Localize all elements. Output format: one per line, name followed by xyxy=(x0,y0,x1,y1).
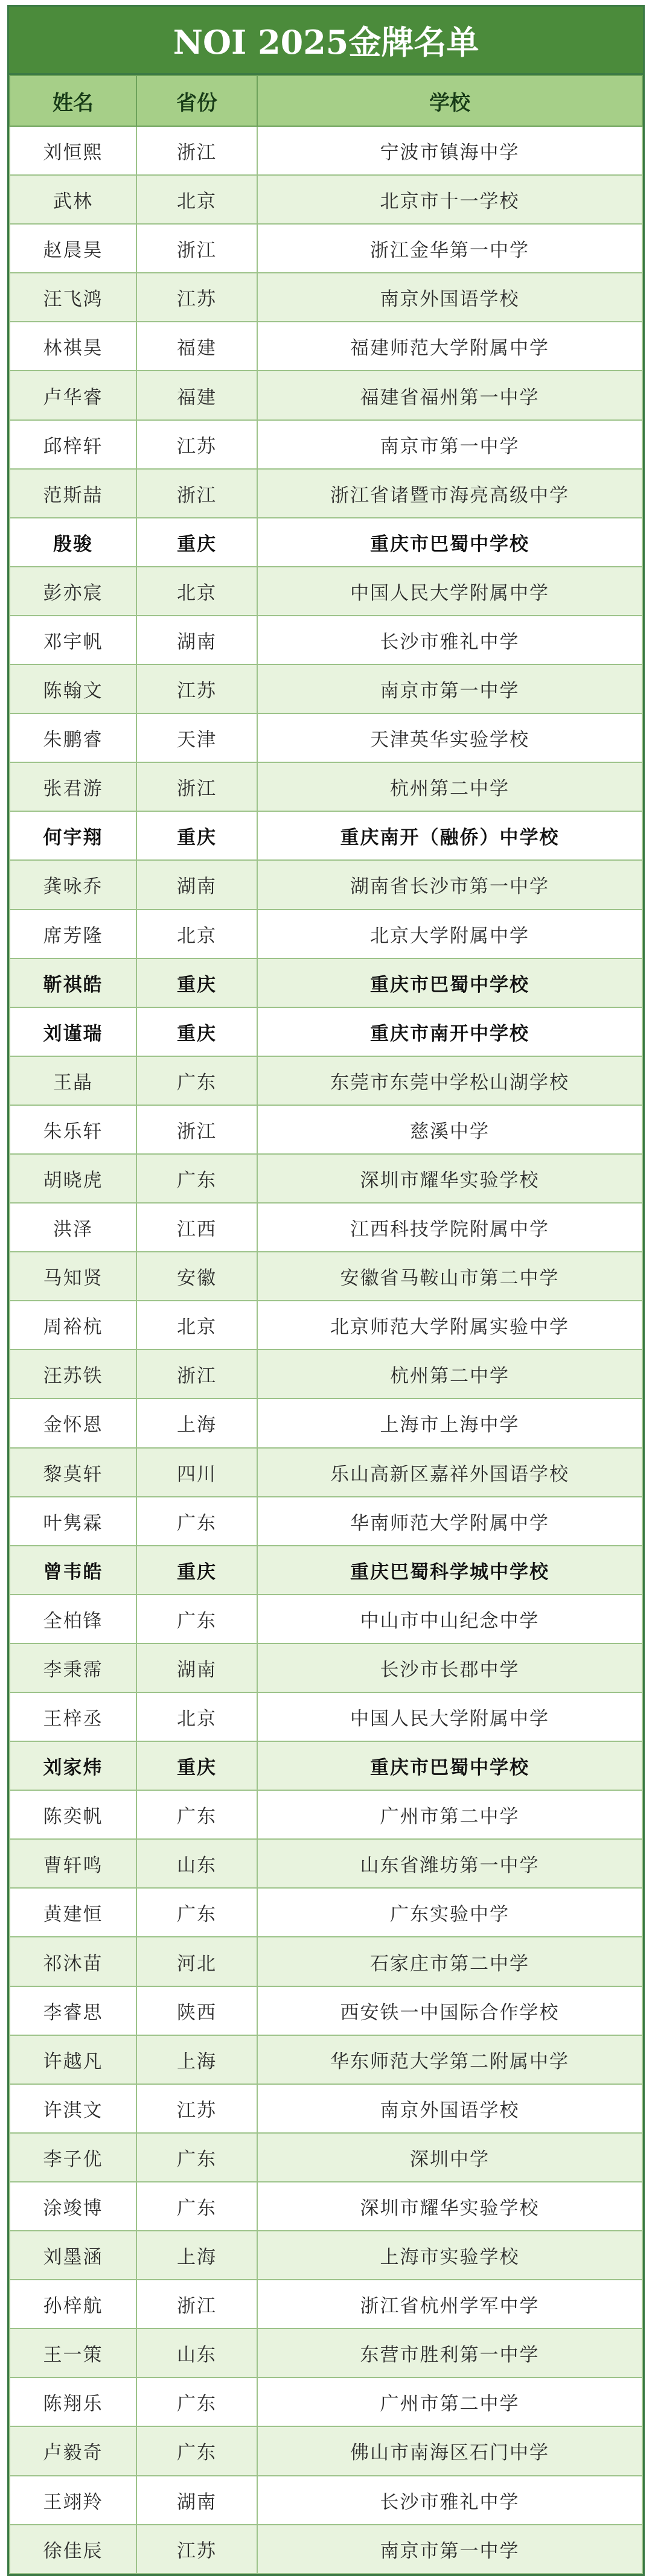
province-cell: 浙江 xyxy=(136,1105,257,1154)
table-row xyxy=(10,910,642,958)
province-cell: 广东 xyxy=(136,1595,257,1643)
table-row xyxy=(10,1643,642,1692)
school-cell: 长沙市雅礼中学 xyxy=(257,2476,642,2525)
school-cell: 南京市第一中学 xyxy=(257,2525,642,2574)
student-name-cell: 王晶 xyxy=(10,1056,136,1105)
student-name-cell: 祁沐苗 xyxy=(10,1937,136,1986)
school-cell: 石家庄市第二中学 xyxy=(257,1937,642,1986)
table-row xyxy=(10,2133,642,2182)
school-cell: 宁波市镇海中学 xyxy=(257,126,642,175)
school-cell: 长沙市雅礼中学 xyxy=(257,616,642,665)
school-cell: 北京大学附属中学 xyxy=(257,910,642,958)
table-header-row xyxy=(10,75,642,126)
student-name-cell: 曾韦皓 xyxy=(10,1546,136,1595)
province-cell: 湖南 xyxy=(136,2476,257,2525)
school-cell: 福建师范大学附属中学 xyxy=(257,322,642,371)
table-row xyxy=(10,1056,642,1105)
student-name-cell: 邓宇帆 xyxy=(10,616,136,665)
student-name-cell: 赵晨昊 xyxy=(10,224,136,273)
province-cell: 重庆 xyxy=(136,958,257,1007)
province-cell: 河北 xyxy=(136,1937,257,1986)
province-cell: 江苏 xyxy=(136,2084,257,2133)
table-row xyxy=(10,273,642,322)
table-row xyxy=(10,958,642,1007)
school-cell: 南京市第一中学 xyxy=(257,420,642,469)
province-cell: 重庆 xyxy=(136,518,257,567)
table-row xyxy=(10,126,642,175)
student-name-cell: 陈翔乐 xyxy=(10,2377,136,2426)
table-row xyxy=(10,371,642,419)
province-cell: 北京 xyxy=(136,910,257,958)
school-cell: 重庆市南开中学校 xyxy=(257,1007,642,1056)
table-row xyxy=(10,713,642,762)
province-cell: 江苏 xyxy=(136,420,257,469)
table-row xyxy=(10,1448,642,1497)
student-name-cell: 刘恒熙 xyxy=(10,126,136,175)
province-cell: 陕西 xyxy=(136,1986,257,2035)
province-cell: 上海 xyxy=(136,2035,257,2084)
table-row xyxy=(10,322,642,371)
province-cell: 天津 xyxy=(136,713,257,762)
school-cell: 重庆巴蜀科学城中学校 xyxy=(257,1546,642,1595)
school-cell: 东营市胜利第一中学 xyxy=(257,2329,642,2377)
table-row xyxy=(10,1595,642,1643)
province-cell: 湖南 xyxy=(136,616,257,665)
student-name-cell: 孙梓航 xyxy=(10,2280,136,2329)
table-row xyxy=(10,2476,642,2525)
table-row xyxy=(10,1398,642,1447)
province-cell: 江苏 xyxy=(136,2525,257,2574)
school-cell: 上海市实验学校 xyxy=(257,2231,642,2280)
school-cell: 中国人民大学附属中学 xyxy=(257,567,642,616)
student-name-cell: 李秉霈 xyxy=(10,1643,136,1692)
province-cell: 重庆 xyxy=(136,1741,257,1790)
province-cell: 北京 xyxy=(136,1301,257,1350)
school-cell: 长沙市长郡中学 xyxy=(257,1643,642,1692)
table-row xyxy=(10,224,642,273)
table-row xyxy=(10,665,642,713)
table-row xyxy=(10,2280,642,2329)
student-name-cell: 陈奕帆 xyxy=(10,1790,136,1839)
province-cell: 湖南 xyxy=(136,860,257,909)
student-name-cell: 汪飞鸿 xyxy=(10,273,136,322)
student-name-cell: 何宇翔 xyxy=(10,811,136,860)
student-name-cell: 李子优 xyxy=(10,2133,136,2182)
table-row xyxy=(10,1986,642,2035)
province-cell: 江西 xyxy=(136,1203,257,1252)
student-name-cell: 卢华睿 xyxy=(10,371,136,419)
province-cell: 广东 xyxy=(136,2133,257,2182)
student-name-cell: 张君游 xyxy=(10,762,136,811)
school-cell: 重庆市巴蜀中学校 xyxy=(257,518,642,567)
province-cell: 北京 xyxy=(136,1692,257,1741)
gold-medal-table xyxy=(9,75,643,2574)
school-cell: 中山市中山纪念中学 xyxy=(257,1595,642,1643)
student-name-cell: 彭亦宸 xyxy=(10,567,136,616)
school-cell: 杭州第二中学 xyxy=(257,1350,642,1398)
province-cell: 广东 xyxy=(136,2182,257,2231)
school-cell: 重庆南开（融侨）中学校 xyxy=(257,811,642,860)
school-cell: 深圳市耀华实验学校 xyxy=(257,1154,642,1203)
table-row xyxy=(10,762,642,811)
school-cell: 南京外国语学校 xyxy=(257,2084,642,2133)
province-cell: 浙江 xyxy=(136,224,257,273)
table-row xyxy=(10,1937,642,1986)
province-cell: 福建 xyxy=(136,322,257,371)
table-row xyxy=(10,811,642,860)
province-cell: 浙江 xyxy=(136,2280,257,2329)
student-name-cell: 刘家炜 xyxy=(10,1741,136,1790)
table-row xyxy=(10,1007,642,1056)
student-name-cell: 许越凡 xyxy=(10,2035,136,2084)
student-name-cell: 陈翰文 xyxy=(10,665,136,713)
school-cell: 深圳市耀华实验学校 xyxy=(257,2182,642,2231)
province-cell: 上海 xyxy=(136,1398,257,1447)
school-cell: 浙江省诸暨市海亮高级中学 xyxy=(257,469,642,518)
student-name-cell: 涂竣博 xyxy=(10,2182,136,2231)
school-cell: 浙江省杭州学军中学 xyxy=(257,2280,642,2329)
student-name-cell: 胡晓虎 xyxy=(10,1154,136,1203)
school-cell: 浙江金华第一中学 xyxy=(257,224,642,273)
school-cell: 慈溪中学 xyxy=(257,1105,642,1154)
student-name-cell: 朱乐轩 xyxy=(10,1105,136,1154)
school-cell: 华南师范大学附属中学 xyxy=(257,1497,642,1546)
province-cell: 江苏 xyxy=(136,273,257,322)
student-name-cell: 马知贤 xyxy=(10,1252,136,1301)
school-cell: 北京师范大学附属实验中学 xyxy=(257,1301,642,1350)
province-cell: 浙江 xyxy=(136,126,257,175)
school-cell: 乐山高新区嘉祥外国语学校 xyxy=(257,1448,642,1497)
school-cell: 安徽省马鞍山市第二中学 xyxy=(257,1252,642,1301)
province-cell: 广东 xyxy=(136,2426,257,2475)
table-row xyxy=(10,2182,642,2231)
gold-list-sheet xyxy=(7,5,645,2576)
table-row xyxy=(10,420,642,469)
province-cell: 山东 xyxy=(136,2329,257,2377)
school-cell: 广东实验中学 xyxy=(257,1888,642,1937)
student-name-cell: 周裕杭 xyxy=(10,1301,136,1350)
student-name-cell: 王一策 xyxy=(10,2329,136,2377)
student-name-cell: 范斯喆 xyxy=(10,469,136,518)
table-row xyxy=(10,1888,642,1937)
province-cell: 广东 xyxy=(136,1497,257,1546)
student-name-cell: 洪泽 xyxy=(10,1203,136,1252)
province-cell: 北京 xyxy=(136,175,257,224)
table-row xyxy=(10,1790,642,1839)
school-cell: 北京市十一学校 xyxy=(257,175,642,224)
student-name-cell: 徐佳辰 xyxy=(10,2525,136,2574)
student-name-cell: 汪苏铁 xyxy=(10,1350,136,1398)
province-cell: 四川 xyxy=(136,1448,257,1497)
province-cell: 广东 xyxy=(136,1888,257,1937)
table-row xyxy=(10,1203,642,1252)
province-cell: 重庆 xyxy=(136,1007,257,1056)
school-cell: 佛山市南海区石门中学 xyxy=(257,2426,642,2475)
school-cell: 江西科技学院附属中学 xyxy=(257,1203,642,1252)
student-name-cell: 金怀恩 xyxy=(10,1398,136,1447)
table-row xyxy=(10,518,642,567)
school-cell: 南京市第一中学 xyxy=(257,665,642,713)
table-row xyxy=(10,2084,642,2133)
student-name-cell: 黄建恒 xyxy=(10,1888,136,1937)
header-school: 学校 xyxy=(257,75,642,126)
table-row xyxy=(10,1546,642,1595)
school-cell: 广州市第二中学 xyxy=(257,2377,642,2426)
student-name-cell: 王梓丞 xyxy=(10,1692,136,1741)
school-cell: 山东省潍坊第一中学 xyxy=(257,1839,642,1888)
student-name-cell: 李睿思 xyxy=(10,1986,136,2035)
province-cell: 江苏 xyxy=(136,665,257,713)
student-name-cell: 林祺昊 xyxy=(10,322,136,371)
header-province: 省份 xyxy=(136,75,257,126)
table-row xyxy=(10,1692,642,1741)
school-cell: 福建省福州第一中学 xyxy=(257,371,642,419)
table-row xyxy=(10,616,642,665)
table-row xyxy=(10,1105,642,1154)
student-name-cell: 朱鹏睿 xyxy=(10,713,136,762)
school-cell: 华东师范大学第二附属中学 xyxy=(257,2035,642,2084)
table-row xyxy=(10,469,642,518)
table-row xyxy=(10,1350,642,1398)
table-row xyxy=(10,175,642,224)
table-row xyxy=(10,1741,642,1790)
student-name-cell: 黎莫轩 xyxy=(10,1448,136,1497)
student-name-cell: 邱梓轩 xyxy=(10,420,136,469)
student-name-cell: 刘谨瑞 xyxy=(10,1007,136,1056)
province-cell: 福建 xyxy=(136,371,257,419)
student-name-cell: 全柏锋 xyxy=(10,1595,136,1643)
table-row xyxy=(10,1252,642,1301)
province-cell: 重庆 xyxy=(136,1546,257,1595)
student-name-cell: 靳祺皓 xyxy=(10,958,136,1007)
province-cell: 重庆 xyxy=(136,811,257,860)
student-name-cell: 王翊羚 xyxy=(10,2476,136,2525)
school-cell: 湖南省长沙市第一中学 xyxy=(257,860,642,909)
school-cell: 广州市第二中学 xyxy=(257,1790,642,1839)
province-cell: 湖南 xyxy=(136,1643,257,1692)
table-row xyxy=(10,2426,642,2475)
school-cell: 东莞市东莞中学松山湖学校 xyxy=(257,1056,642,1105)
school-cell: 重庆市巴蜀中学校 xyxy=(257,1741,642,1790)
student-name-cell: 许淇文 xyxy=(10,2084,136,2133)
province-cell: 广东 xyxy=(136,1154,257,1203)
school-cell: 天津英华实验学校 xyxy=(257,713,642,762)
province-cell: 山东 xyxy=(136,1839,257,1888)
province-cell: 安徽 xyxy=(136,1252,257,1301)
student-name-cell: 曹轩鸣 xyxy=(10,1839,136,1888)
school-cell: 南京外国语学校 xyxy=(257,273,642,322)
province-cell: 北京 xyxy=(136,567,257,616)
table-row xyxy=(10,1839,642,1888)
student-name-cell: 席芳隆 xyxy=(10,910,136,958)
province-cell: 上海 xyxy=(136,2231,257,2280)
student-name-cell: 叶隽霖 xyxy=(10,1497,136,1546)
student-name-cell: 刘墨涵 xyxy=(10,2231,136,2280)
table-row xyxy=(10,2231,642,2280)
table-row xyxy=(10,2329,642,2377)
school-cell: 上海市上海中学 xyxy=(257,1398,642,1447)
table-body xyxy=(10,126,642,2574)
table-row xyxy=(10,1301,642,1350)
school-cell: 深圳中学 xyxy=(257,2133,642,2182)
page-title: NOI 2025金牌名单 xyxy=(9,7,643,75)
province-cell: 广东 xyxy=(136,1790,257,1839)
student-name-cell: 龚咏乔 xyxy=(10,860,136,909)
province-cell: 广东 xyxy=(136,2377,257,2426)
school-cell: 中国人民大学附属中学 xyxy=(257,1692,642,1741)
header-name: 姓名 xyxy=(10,75,136,126)
table-row xyxy=(10,1154,642,1203)
student-name-cell: 殷骏 xyxy=(10,518,136,567)
table-row xyxy=(10,2035,642,2084)
table-row xyxy=(10,567,642,616)
table-row xyxy=(10,860,642,909)
school-cell: 重庆市巴蜀中学校 xyxy=(257,958,642,1007)
table-row xyxy=(10,2525,642,2574)
student-name-cell: 武林 xyxy=(10,175,136,224)
school-cell: 西安铁一中国际合作学校 xyxy=(257,1986,642,2035)
student-name-cell: 卢毅奇 xyxy=(10,2426,136,2475)
province-cell: 广东 xyxy=(136,1056,257,1105)
province-cell: 浙江 xyxy=(136,762,257,811)
table-row xyxy=(10,2377,642,2426)
table-row xyxy=(10,1497,642,1546)
province-cell: 浙江 xyxy=(136,1350,257,1398)
school-cell: 杭州第二中学 xyxy=(257,762,642,811)
province-cell: 浙江 xyxy=(136,469,257,518)
